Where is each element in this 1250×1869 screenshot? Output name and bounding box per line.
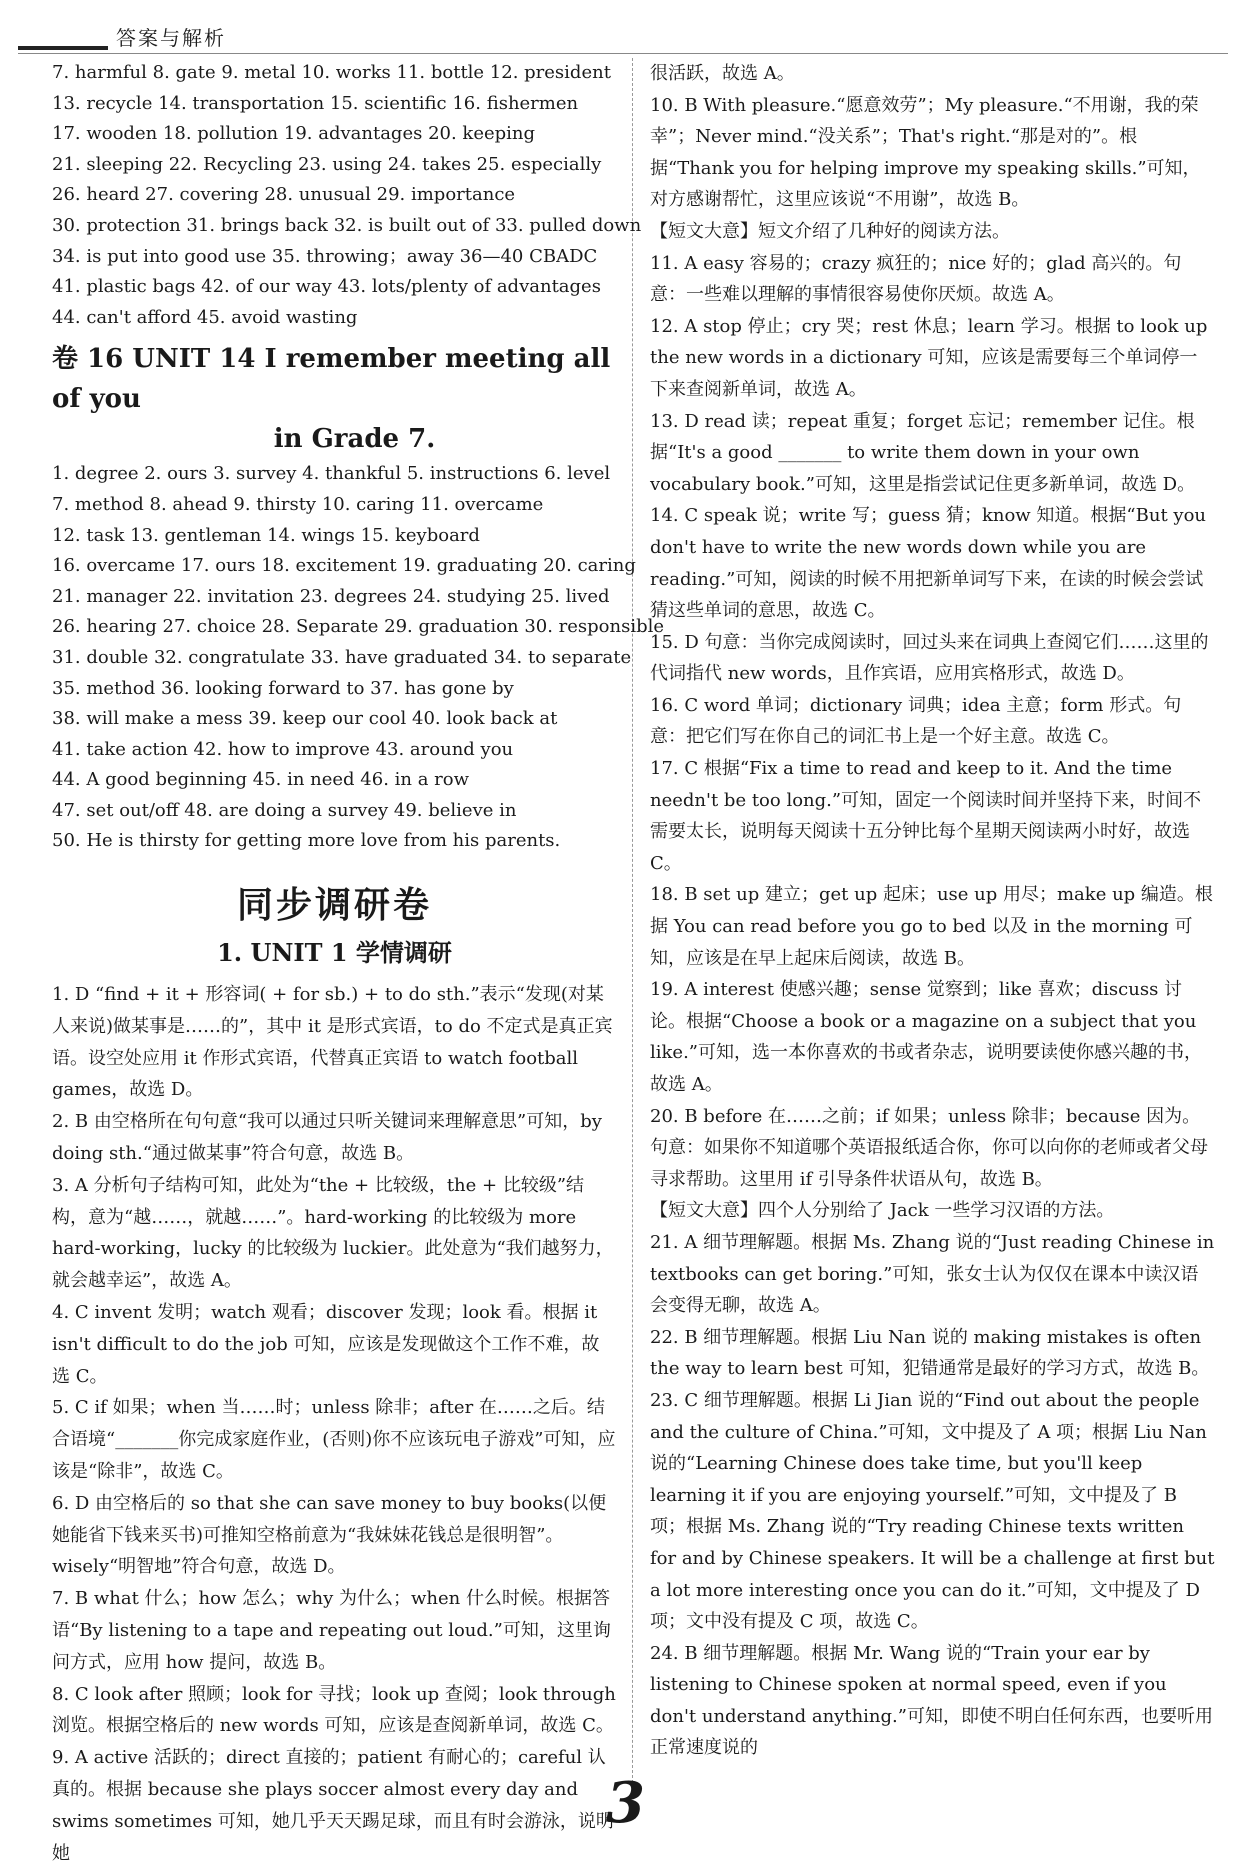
header-bar: [18, 46, 108, 50]
explanation-item: 3. A 分析句子结构可知，此处为“the + 比较级，the + 比较级”结构，意为“越……，就越……”。hard-working 的比较级为 more hard-working，lucky 的比较级为 luckier。此处意为“我们越努力，就会越幸运”，故选 A。: [52, 1174, 614, 1292]
section-subtitle: 1. UNIT 1 学情调研: [217, 938, 452, 968]
answer-line: 41. plastic bags 42. of our way 43. lots/plenty of advantages: [52, 276, 601, 298]
section-title: 同步调研卷: [236, 885, 432, 927]
answer-block-unit14: [52, 459, 665, 857]
header-title: 答案与解析: [116, 26, 226, 50]
answer-line: 44. A good beginning 45. in need 46. in a row: [52, 769, 470, 791]
explanation-item: 14. C speak 说；write 写；guess 猜；know 知道。根据“But you don't have to write the new words down while you are reading.”可知，阅读的时候不用把新单词写下来，在读的时候会尝试猜这些单词的意思，故选 C。: [650, 505, 1206, 622]
explanation-item: 19. A interest 使感兴趣；sense 觉察到；like 喜欢；discuss 讨论。根据“Choose a book or a magazine on a subject that you like.”可知，选一本你喜欢的书或者杂志，说明要读使你感兴趣的书，故选 A。: [650, 979, 1202, 1095]
explanation-item: 9. A active 活跃的；direct 直接的；patient 有耐心的；careful 认真的。根据 because she plays soccer almost every day and swims sometimes 可知，她几乎天天踢足球，而且有时会游泳，说明她: [52, 1747, 614, 1864]
explanation-item: 15. D 句意：当你完成阅读时，回过头来在词典上查阅它们……这里的代词指代 new words，且作宾语，应用宾格形式，故选 D。: [650, 631, 1209, 685]
explanation-item: 17. C 根据“Fix a time to read and keep to it. And the time needn't be too long.”可知，固定一个阅读时间并坚持下来，时间不需要太长，说明每天阅读十五分钟比每个星期天阅读两小时好，故选 C。: [650, 758, 1202, 874]
answer-line: 12. task 13. gentleman 14. wings 15. keyboard: [52, 524, 480, 546]
answer-line: 26. hearing 27. choice 28. Separate 29. graduation 30. responsible: [52, 616, 665, 638]
explanation-item: 很活跃，故选 A。: [650, 63, 795, 84]
answer-line: 17. wooden 18. pollution 19. advantages 20. keeping: [52, 123, 536, 145]
explanation-item: 22. B 细节理解题。根据 Liu Nan 说的 making mistakes is often the way to learn best 可知，犯错通常是最好的学习方式，故选 B。: [650, 1326, 1210, 1380]
answer-line: 1. degree 2. ours 3. survey 4. thankful 5. instructions 6. level: [52, 463, 611, 485]
answer-line: 41. take action 42. how to improve 43. around you: [52, 738, 514, 760]
answer-line: 47. set out/off 48. are doing a survey 49. believe in: [52, 799, 517, 821]
passage-summary: 【短文大意】四个人分别给了 Jack 一些学习汉语的方法。: [650, 1200, 1115, 1222]
answer-line: 26. heard 27. covering 28. unusual 29. importance: [52, 184, 516, 206]
answer-line: 44. can't afford 45. avoid wasting: [52, 306, 358, 328]
explanation-list-right: [650, 58, 1215, 1764]
explanation-item: 18. B set up 建立；get up 起床；use up 用尽；make up 编造。根据 You can read before you go to bed 以及 in the morning 可知，应该是在早上起床后阅读，故选 B。: [650, 884, 1213, 969]
explanation-item: 4. C invent 发明；watch 观看；discover 发现；look 看。根据 it isn't difficult to do the job 可知，应该是发现做这个工作不难，故选 C。: [52, 1302, 600, 1387]
explanation-item: 11. A easy 容易的；crazy 疯狂的；nice 好的；glad 高兴的。句意：一些难以理解的事情很容易使你厌烦。故选 A。: [650, 252, 1182, 306]
explanation-item: 2. B 由空格所在句句意“我可以通过只听关键词来理解意思”可知，by doing sth.“通过做某事”符合句意，故选 B。: [52, 1111, 602, 1165]
answer-line: 30. protection 31. brings back 32. is built out of 33. pulled down: [52, 214, 642, 236]
explanation-item: 23. C 细节理解题。根据 Li Jian 说的“Find out about the people and the culture of China.”可知，文中提及了 A 项；根据 Liu Nan 说的“Learning Chinese does take time, but you'll keep learning it if you are enjoying yourself.”可知，文中提及了 B 项；根据 Ms. Zhang 说的“Try reading Chinese texts written for and by Chinese speakers. It will be a challenge at first but a lot more interesting once you can do it.”可知，文中提及了 D 项；文中没有提及 C 项，故选 C。: [650, 1389, 1215, 1633]
explanation-item: 7. B what 什么；how 怎么；why 为什么；when 什么时候。根据答语“By listening to a tape and repeating out loud.”可知，这里询问方式，应用 how 提问，故选 B。: [52, 1588, 611, 1673]
explanation-list-left: [52, 979, 617, 1869]
explanation-item: 24. B 细节理解题。根据 Mr. Wang 说的“Train your ear by listening to Chinese spoken at normal speed, even if you don't understand anything.”可知，即使不明白任何东西，也要听用正常速度说的: [650, 1642, 1213, 1759]
answer-block-unit13: [52, 58, 642, 333]
explanation-item: 20. B before 在……之前；if 如果；unless 除非；because 因为。句意：如果你不知道哪个英语报纸适合你，你可以向你的老师或者父母寻求帮助。这里用 if 引导条件状语从句，故选 B。: [650, 1105, 1208, 1190]
right-column: [650, 58, 1215, 1828]
explanation-item: 6. D 由空格后的 so that she can save money to buy books(以便她能省下钱来买书)可推知空格前意为“我妹妹花钱总是很明智”。wisely“明智地”符合句意，故选 D。: [52, 1492, 607, 1578]
unit14-title: 卷 16 UNIT 14 I remember meeting all of you: [52, 344, 611, 415]
explanation-item: 1. D “find + it + 形容词( + for sb.) + to do sth.”表示“发现(对某人来说)做某事是……的”，其中 it 是形式宾语，to do 不定式是真正宾语。设空处应用 it 作形式宾语，代替真正宾语 to watch football games，故选 D。: [52, 984, 613, 1101]
answer-line: 7. method 8. ahead 9. thirsty 10. caring 11. overcame: [52, 493, 544, 515]
answer-line: 31. double 32. congratulate 33. have graduated 34. to separate: [52, 646, 632, 668]
explanation-item: 12. A stop 停止；cry 哭；rest 休息；learn 学习。根据 to look up the new words in a dictionary 可知，应该是需要每三个单词停一下来查阅新单词，故选 A。: [650, 315, 1208, 400]
explanation-item: 8. C look after 照顾；look for 寻找；look up 查阅；look through 浏览。根据空格后的 new words 可知，应该是查阅新单词，故选 C。: [52, 1683, 616, 1737]
explanation-item: 21. A 细节理解题。根据 Ms. Zhang 说的“Just reading Chinese in textbooks can get boring.”可知，张女士认为仅仅在课本中读汉语会变得无聊，故选 A。: [650, 1231, 1215, 1317]
column-divider: [632, 58, 633, 1818]
page-header: [18, 20, 1228, 60]
explanation-item: 16. C word 单词；dictionary 词典；idea 主意；form 形式。句意：把它们写在你自己的词汇书上是一个好主意。故选 C。: [650, 694, 1182, 748]
answer-line: 50. He is thirsty for getting more love from his parents.: [52, 830, 561, 852]
answer-line: 13. recycle 14. transportation 15. scientific 16. fishermen: [52, 92, 579, 114]
explanation-item: 10. B With pleasure.“愿意效劳”；My pleasure.“不用谢，我的荣幸”；Never mind.“没关系”；That's right.“那是对的”。根据“Thank you for helping improve my speaking skills.”可知，对方感谢帮忙，这里应该说“不用谢”，故选 B。: [650, 94, 1201, 211]
left-column: [52, 58, 665, 1864]
explanation-item: 13. D read 读；repeat 重复；forget 忘记；remember 记住。根据“It's a good _______ to write them down in your own vocabulary book.”可知，这里是指尝试记住更多新单词，故选 D。: [650, 410, 1196, 495]
answer-line: 38. will make a mess 39. keep our cool 40. look back at: [52, 708, 558, 730]
answer-line: 35. method 36. looking forward to 37. has gone by: [52, 677, 514, 699]
passage-summary: 【短文大意】短文介绍了几种好的阅读方法。: [650, 220, 1010, 242]
answer-line: 34. is put into good use 35. throwing；away 36—40 CBADC: [52, 245, 598, 267]
answer-line: 21. sleeping 22. Recycling 23. using 24. takes 25. especially: [52, 153, 602, 175]
explanation-item: 5. C if 如果；when 当……时；unless 除非；after 在……之后。结合语境“_______你完成家庭作业，(否则)你不应该玩电子游戏”可知，应该是“除非”，故选 C。: [52, 1397, 616, 1483]
answer-line: 16. overcame 17. ours 18. excitement 19. graduating 20. caring: [52, 555, 636, 577]
unit14-title-cont: in Grade 7.: [273, 424, 436, 455]
page-number: 3: [606, 1770, 645, 1836]
answer-line: 7. harmful 8. gate 9. metal 10. works 11. bottle 12. president: [52, 62, 611, 83]
header-rule: [18, 53, 1228, 54]
answer-line: 21. manager 22. invitation 23. degrees 24. studying 25. lived: [52, 585, 610, 607]
